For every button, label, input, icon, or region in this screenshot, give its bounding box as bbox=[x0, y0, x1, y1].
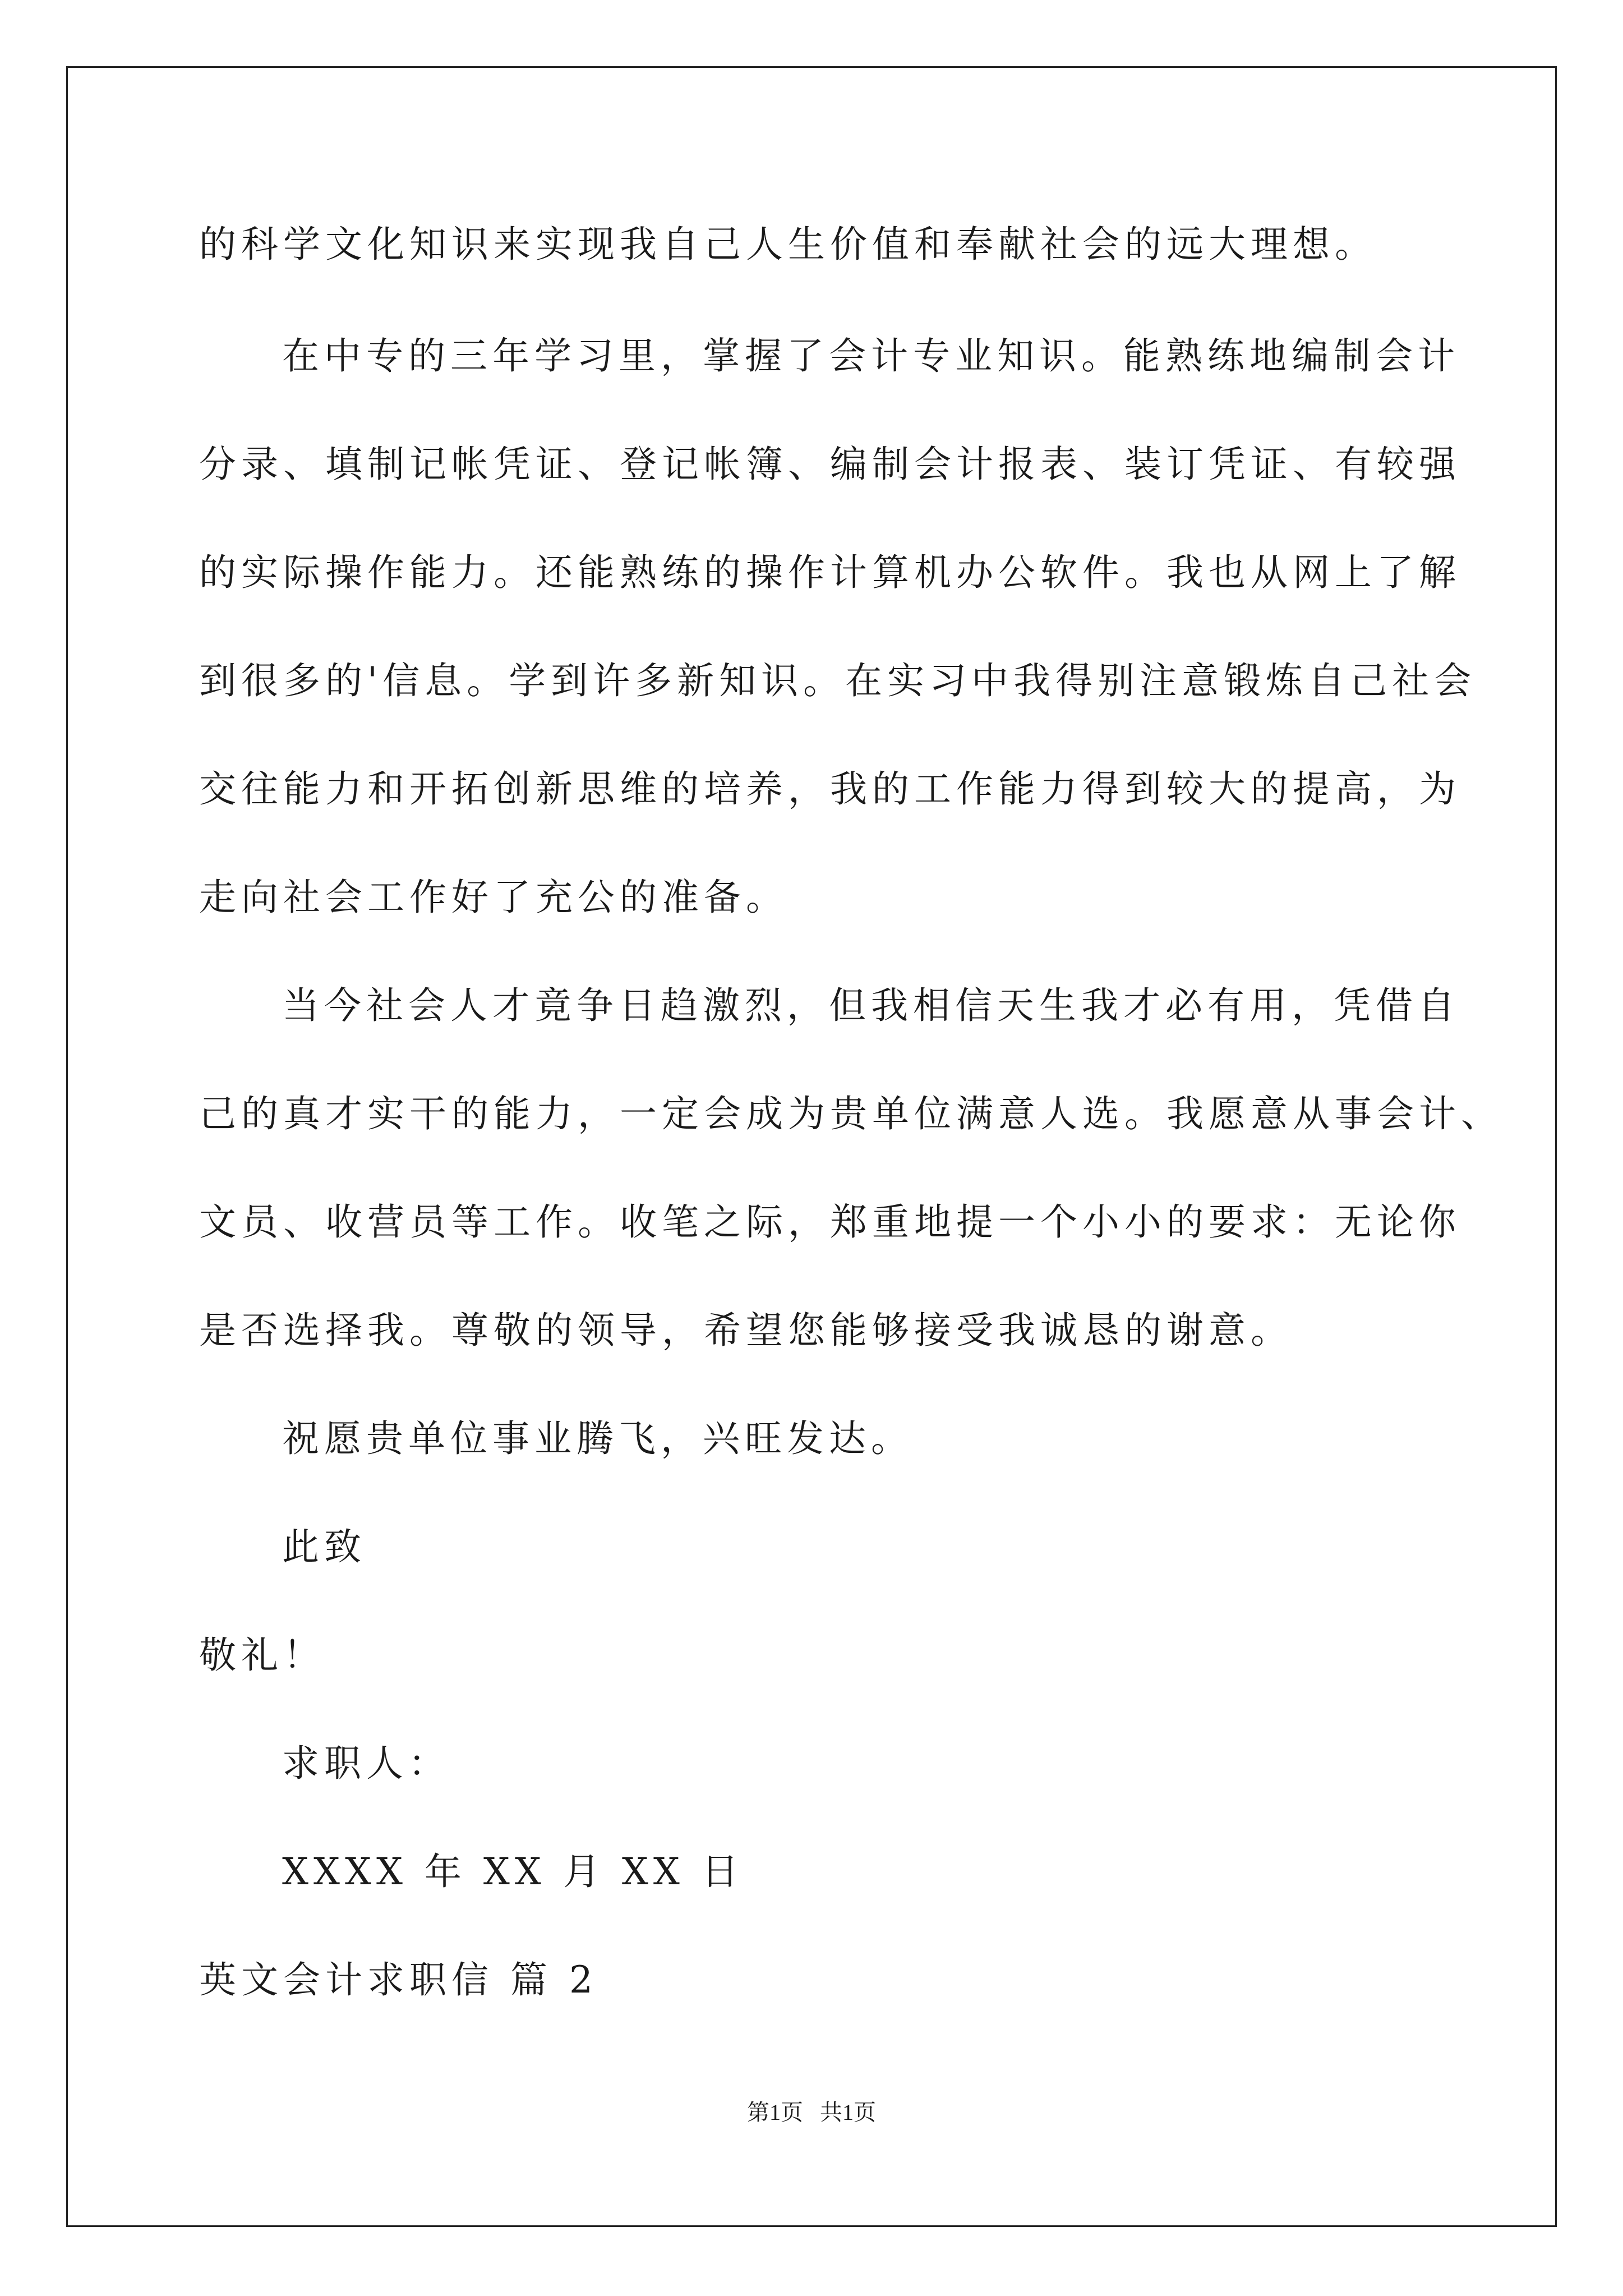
closing-respect: 敬礼！ bbox=[199, 1634, 325, 1677]
paragraph-line-5: 到很多的'信息。学到许多新知识。在实习中我得别注意锻炼自己社会 bbox=[199, 659, 1477, 702]
paragraph-line-6: 交往能力和开拓创新思维的培养，我的工作能力得到较大的提高，为 bbox=[199, 767, 1461, 811]
paragraph-line-11: 是否选择我。尊敬的领导，希望您能够接受我诚恳的谢意。 bbox=[199, 1309, 1293, 1352]
paragraph-line-7: 走向社会工作好了充公的准备。 bbox=[199, 876, 788, 919]
closing-wish: 祝愿贵单位事业腾飞，兴旺发达。 bbox=[282, 1417, 913, 1460]
page-footer: 第1页 共1页 bbox=[747, 2100, 876, 2125]
paragraph-line-10: 文员、收营员等工作。收笔之际，郑重地提一个小小的要求：无论你 bbox=[199, 1200, 1461, 1244]
closing-salutation: 此致 bbox=[282, 1525, 366, 1568]
paragraph-line-3: 分录、填制记帐凭证、登记帐簿、编制会计报表、装订凭证、有较强 bbox=[199, 443, 1461, 486]
paragraph-line-8: 当今社会人才竟争日趋激烈，但我相信天生我才必有用，凭借自 bbox=[282, 984, 1460, 1027]
signature-label: 求职人： bbox=[282, 1742, 450, 1785]
section-heading: 英文会计求职信 篇 2 bbox=[199, 1958, 598, 2001]
page-border bbox=[66, 66, 1557, 2227]
paragraph-line-1: 的科学文化知识来实现我自己人生价值和奉献社会的远大理想。 bbox=[199, 223, 1377, 266]
date-line: XXXX 年 XX 月 XX 日 bbox=[282, 1850, 744, 1893]
paragraph-line-4: 的实际操作能力。还能熟练的操作计算机办公软件。我也从网上了解 bbox=[199, 551, 1461, 594]
paragraph-line-9: 己的真才实干的能力，一定会成为贵单位满意人选。我愿意从事会计、 bbox=[199, 1092, 1503, 1135]
paragraph-line-2: 在中专的三年学习里，掌握了会计专业知识。能熟练地编制会计 bbox=[282, 334, 1460, 378]
